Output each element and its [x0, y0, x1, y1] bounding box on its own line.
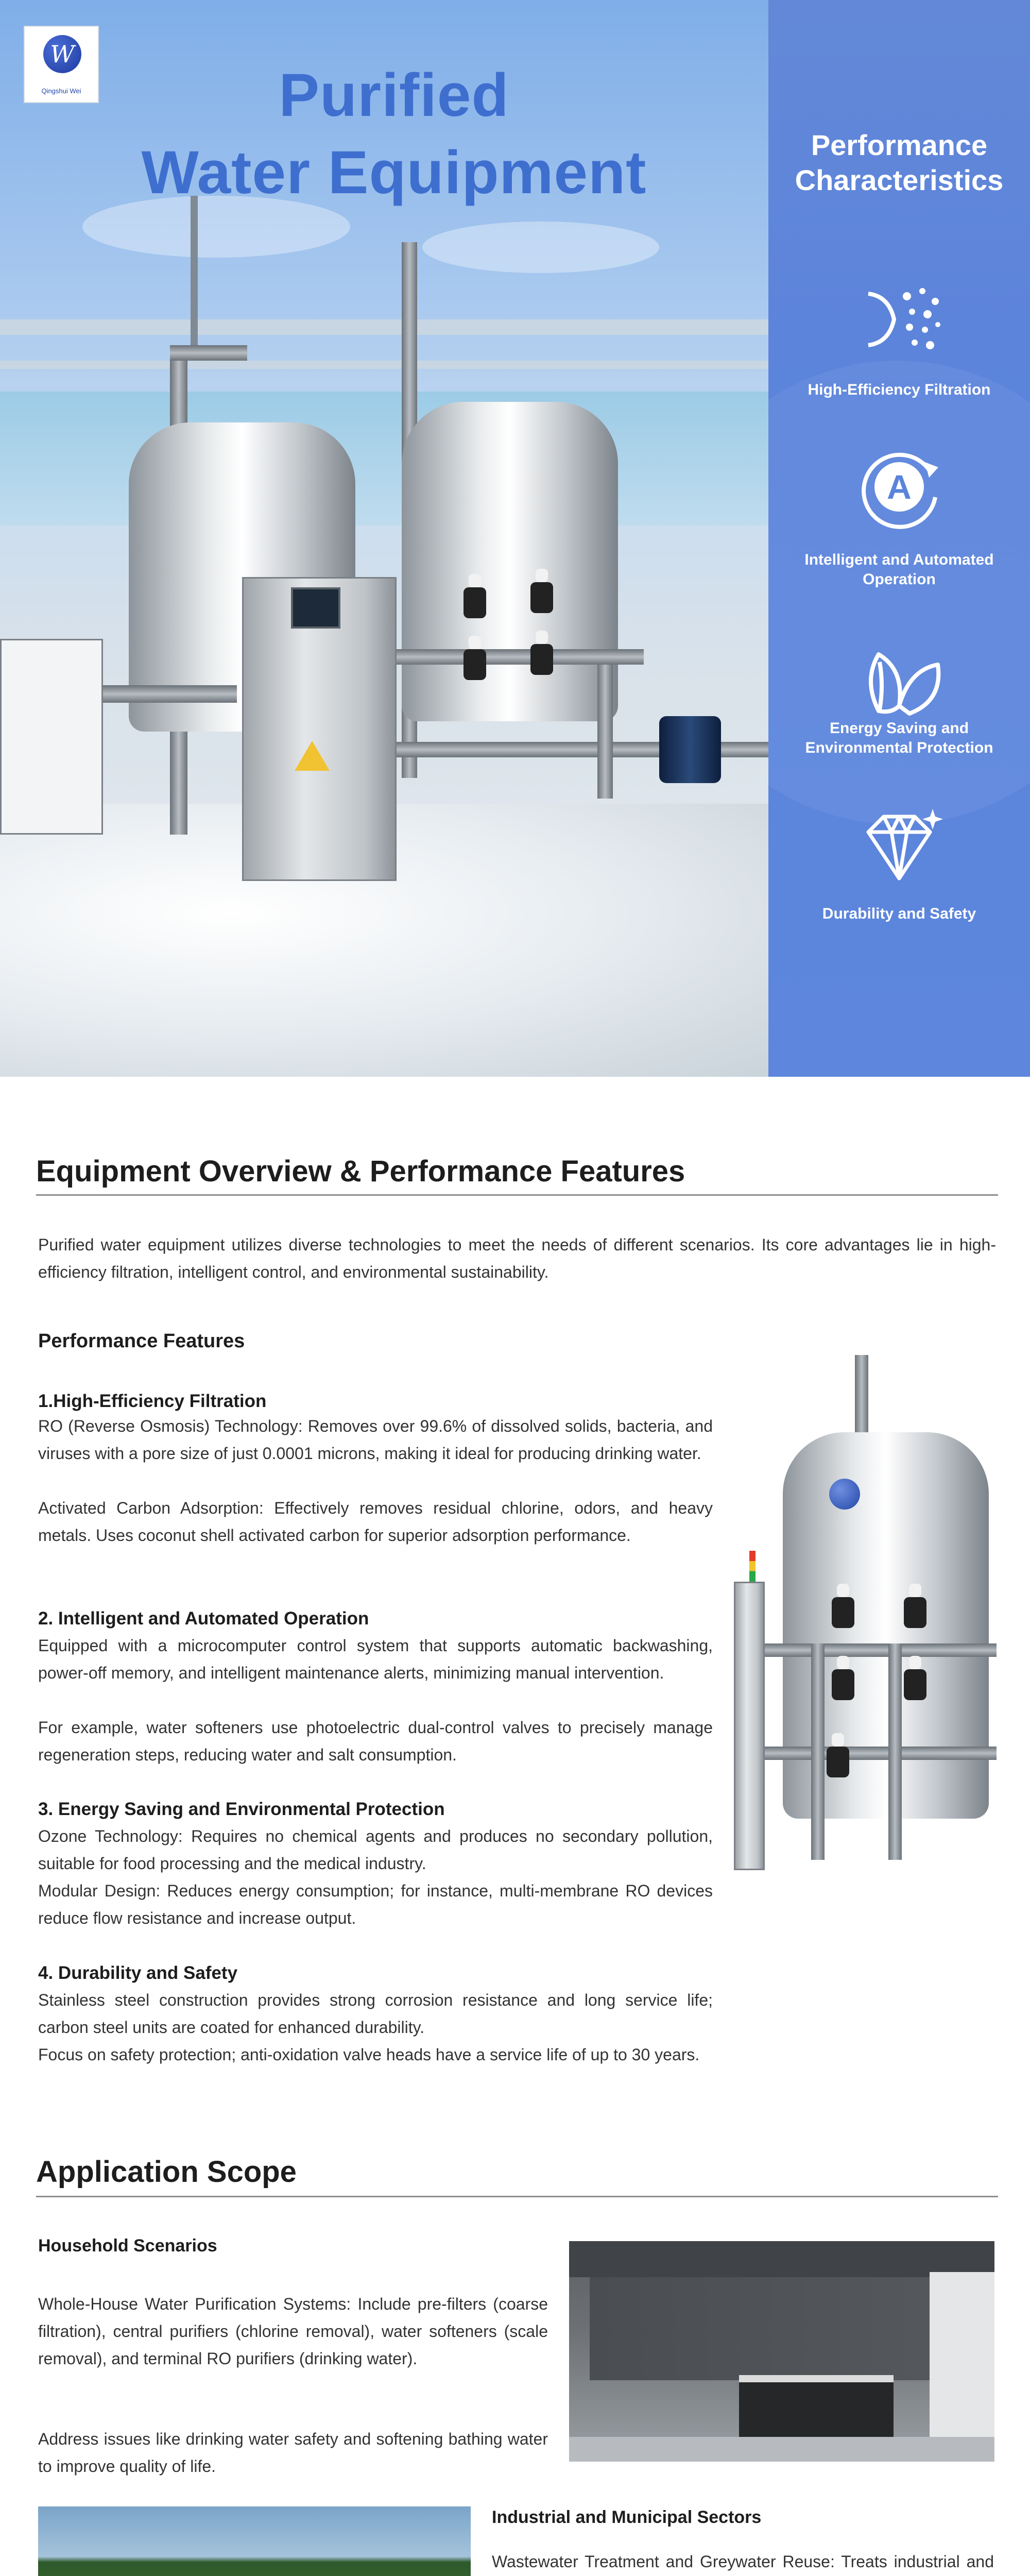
leaf-icon	[848, 629, 951, 732]
equipment-photo	[734, 1355, 997, 1880]
household-heading: Household Scenarios	[38, 2236, 217, 2256]
feature-label: Intelligent and Automated Operation	[804, 551, 994, 588]
svg-text:A: A	[887, 468, 912, 506]
brand-badge-icon	[829, 1479, 860, 1510]
panel-title-line1: Performance	[811, 129, 988, 161]
cloud-decoration	[422, 222, 659, 273]
background-structure	[0, 319, 772, 335]
hero-banner	[0, 0, 1030, 1077]
feature-item-text: Activated Carbon Adsorption: Effectively removes residual chlorine, odors, and heavy metals. Uses coconut shell activated carbon for superior adsorption performance.	[38, 1499, 713, 1545]
logo-mark-icon: W	[43, 35, 81, 73]
section-title-scope: Application Scope	[36, 2155, 297, 2189]
household-text: Address issues like drinking water safety and softening bathing water to improve quality of life.	[38, 2430, 548, 2476]
performance-features-heading: Performance Features	[38, 1330, 245, 1352]
feature-label: High-Efficiency Filtration	[808, 381, 991, 398]
background-structure	[0, 361, 772, 369]
pool-background	[0, 392, 772, 526]
diamond-icon	[848, 796, 951, 899]
overview-intro: Purified water equipment utilizes diverse technologies to meet the needs of different scenarios. Its core advantages lie in high-efficiency filtration, intelligent control, and environmental sustainability.	[38, 1235, 996, 1281]
feature-label: Durability and Safety	[822, 905, 976, 922]
page-title-line1: Purified	[279, 61, 509, 129]
feature-item-text: For example, water softeners use photoelectric dual-control valves to precisely manage regeneration steps, reducing water and salt consumption.	[38, 1718, 713, 1764]
filtration-icon	[848, 268, 951, 371]
warning-sign	[295, 741, 330, 771]
section-title-overview: Equipment Overview & Performance Features	[36, 1155, 685, 1188]
panel-title-line2: Characteristics	[795, 164, 1004, 196]
automation-a-icon	[848, 435, 951, 538]
feature-item-title: 2. Intelligent and Automated Operation	[38, 1608, 369, 1629]
panel-title	[768, 128, 1030, 198]
performance-panel	[768, 0, 1030, 1077]
feature-item-text: Focus on safety protection; anti-oxidation valve heads have a service life of up to 30 years.	[38, 2045, 700, 2064]
feature-item-text: Stainless steel construction provides strong corrosion resistance and long service life; carbon steel units are coated for enhanced durability.	[38, 1991, 713, 2037]
feature-item-title: 3. Energy Saving and Environmental Protection	[38, 1799, 445, 1819]
treatment-plant-photo	[38, 2506, 471, 2576]
section-divider	[36, 2196, 998, 2197]
crane-tower	[191, 196, 198, 361]
kitchen-photo	[569, 2241, 994, 2462]
page-title	[72, 57, 716, 211]
logo-caption: Qingshui Wei	[41, 87, 81, 95]
feature-item-title: 1.High-Efficiency Filtration	[38, 1391, 267, 1411]
feature-item-text: Ozone Technology: Requires no chemical agents and produces no secondary pollution, suitable for food processing and the medical industry.	[38, 1827, 713, 1873]
feature-item-text: RO (Reverse Osmosis) Technology: Removes over 99.6% of dissolved solids, bacteria, and viruses with a pore size of just 0.0001 microns, making it ideal for producing drinking water.	[38, 1417, 713, 1463]
industrial-text: Wastewater Treatment and Greywater Reuse: Treats industrial and	[492, 2552, 994, 2571]
household-text: Whole-House Water Purification Systems: Include pre-filters (coarse filtration), central purifiers (chlorine removal), water softeners (scale removal), and terminal RO purifiers (drinking water).	[38, 2295, 548, 2368]
section-divider	[36, 1194, 998, 1196]
industrial-heading: Industrial and Municipal Sectors	[492, 2507, 762, 2527]
feature-item-title: 4. Durability and Safety	[38, 1963, 238, 1983]
feature-item-text: Equipped with a microcomputer control system that supports automatic backwashing, power-off memory, and intelligent maintenance alerts, minimizing manual intervention.	[38, 1636, 713, 1682]
feature-item-text: Modular Design: Reduces energy consumption; for instance, multi-membrane RO devices reduce flow resistance and increase output.	[38, 1882, 713, 1927]
feature-label: Energy Saving and Environmental Protection	[805, 720, 993, 756]
page-title-line2: Water Equipment	[141, 139, 647, 207]
indicator-light	[749, 1551, 756, 1582]
